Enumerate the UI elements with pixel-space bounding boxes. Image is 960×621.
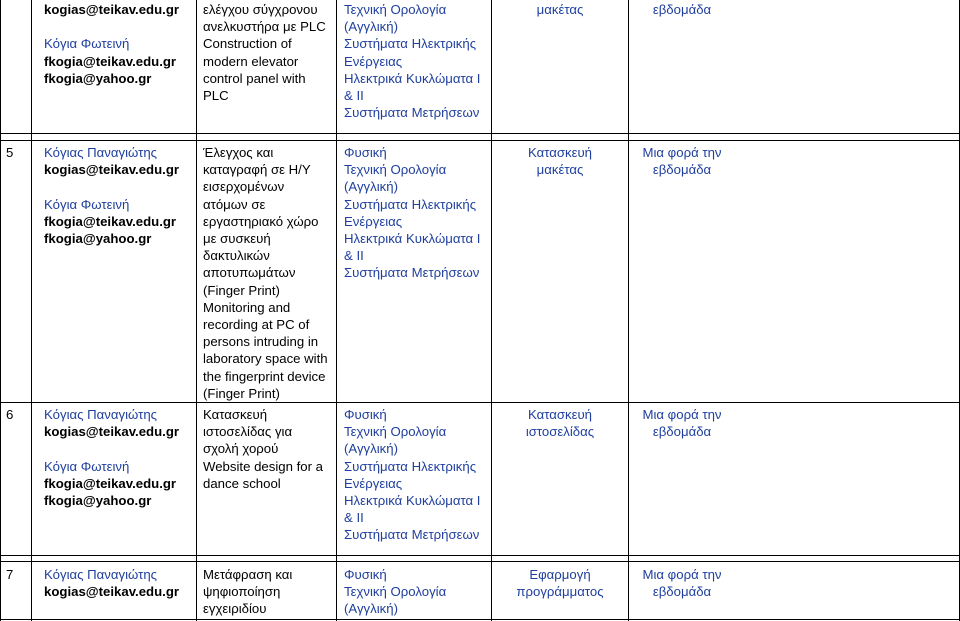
contact-email: kogias@teikav.edu.gr bbox=[44, 2, 180, 17]
project-type-line: Κατασκευή bbox=[527, 407, 593, 422]
project-title-line: persons intruding in bbox=[203, 334, 319, 350]
contact-spacer bbox=[44, 18, 179, 35]
course-line: Συστήματα Ηλεκτρικής bbox=[344, 196, 477, 212]
project-title-line: ψηφιοποίηση bbox=[203, 584, 281, 600]
row-divider bbox=[0, 555, 960, 556]
project-title-line: ατόμων σε bbox=[203, 196, 266, 212]
course-line: Τεχνική Ορολογία bbox=[344, 424, 447, 440]
course-line: Φυσική bbox=[344, 567, 387, 582]
row-number bbox=[6, 406, 13, 423]
contact-email: fkogia@teikav.edu.gr bbox=[44, 213, 177, 229]
project-title-line: δακτυλικών bbox=[203, 248, 270, 264]
contact-name: Κόγια Φωτεινή bbox=[44, 36, 130, 52]
project-title-line: εισερχομένων bbox=[203, 179, 285, 195]
contact-cell bbox=[44, 566, 179, 600]
column-divider bbox=[491, 0, 492, 621]
meetings-line: εβδομάδα bbox=[652, 162, 712, 178]
column-divider bbox=[628, 0, 629, 621]
meetings-cell bbox=[629, 1, 735, 18]
project-type-cell bbox=[492, 566, 628, 600]
contact-cell bbox=[44, 144, 179, 247]
column-divider bbox=[336, 0, 337, 621]
contact-email: kogias@teikav.edu.gr bbox=[44, 162, 180, 178]
project-title-line: καταγραφή σε Η/Υ bbox=[203, 162, 311, 178]
course-line: Συστήματα Μετρήσεων bbox=[344, 265, 480, 281]
course-line: (Αγγλική) bbox=[344, 441, 398, 457]
project-title-line: Κατασκευή bbox=[203, 407, 268, 422]
contact-email: kogias@teikav.edu.gr bbox=[44, 424, 180, 440]
project-title-line: control panel with bbox=[203, 70, 306, 86]
contact-email: fkogia@yahoo.gr bbox=[44, 70, 152, 86]
row-number-text: 7 bbox=[6, 567, 14, 582]
project-title-line: Construction of bbox=[203, 36, 292, 52]
course-line: Συστήματα Μετρήσεων bbox=[344, 105, 480, 121]
meetings-line: Μια φορά την bbox=[642, 407, 722, 422]
courses-cell bbox=[344, 144, 480, 282]
project-title-line: recording at PC of bbox=[203, 317, 310, 333]
project-type-line: ιστοσελίδας bbox=[525, 424, 595, 440]
course-line: & ΙΙ bbox=[344, 510, 364, 526]
meetings-cell bbox=[629, 144, 735, 178]
row-number-text: 5 bbox=[6, 145, 14, 160]
project-title-line: ελέγχου σύγχρονου bbox=[203, 2, 318, 17]
project-title-line: εργαστηριακό χώρο bbox=[203, 213, 319, 229]
project-title-line: Έλεγχος και bbox=[203, 145, 274, 160]
course-line: Ενέργειας bbox=[344, 475, 403, 491]
project-title-line: modern elevator bbox=[203, 53, 299, 69]
project-type-line: Εφαρμογή bbox=[529, 567, 591, 582]
course-line: Ηλεκτρικά Κυκλώματα Ι bbox=[344, 70, 481, 86]
project-type-cell bbox=[492, 1, 628, 18]
project-title-line: dance school bbox=[203, 475, 281, 491]
course-line: Φυσική bbox=[344, 145, 387, 160]
course-line: Φυσική bbox=[344, 407, 387, 422]
project-type-cell bbox=[492, 406, 628, 440]
project-title-line: (Finger Print) bbox=[203, 282, 280, 298]
column-divider bbox=[196, 0, 197, 621]
contact-name: Κόγιας Παναγιώτης bbox=[44, 407, 158, 422]
contact-spacer bbox=[44, 178, 179, 195]
contact-email: fkogia@yahoo.gr bbox=[44, 231, 152, 247]
course-line: Ηλεκτρικά Κυκλώματα Ι bbox=[344, 231, 481, 247]
meetings-line: εβδομάδα bbox=[652, 424, 712, 440]
project-type-line: προγράμματος bbox=[516, 584, 604, 600]
project-title-line: laboratory space with bbox=[203, 351, 328, 367]
contact-name: Κόγιας Παναγιώτης bbox=[44, 145, 158, 160]
course-line: (Αγγλική) bbox=[344, 601, 398, 617]
courses-cell bbox=[344, 566, 446, 618]
meetings-line: εβδομάδα bbox=[652, 2, 712, 17]
courses-cell bbox=[344, 406, 480, 544]
project-title-line: (Finger Print) bbox=[203, 385, 280, 401]
contact-name: Κόγιας Παναγιώτης bbox=[44, 567, 158, 582]
course-line: & ΙΙ bbox=[344, 248, 364, 264]
project-title-line: εγχειριδίου bbox=[203, 601, 267, 617]
course-line: Τεχνική Ορολογία bbox=[344, 162, 447, 178]
project-type-cell bbox=[492, 144, 628, 178]
course-line: Τεχνική Ορολογία bbox=[344, 2, 447, 17]
project-title-line: Monitoring and bbox=[203, 299, 291, 315]
row-number bbox=[6, 144, 13, 161]
project-title-line: Website design for a bbox=[203, 458, 323, 474]
course-line: Συστήματα Ηλεκτρικής bbox=[344, 36, 477, 52]
contact-cell bbox=[44, 1, 179, 87]
contact-spacer bbox=[44, 440, 179, 457]
course-line: Ηλεκτρικά Κυκλώματα Ι bbox=[344, 493, 481, 509]
project-title-cell bbox=[203, 1, 326, 104]
project-title-cell bbox=[203, 144, 328, 402]
project-type-line: Κατασκευή bbox=[527, 145, 593, 160]
contact-email: kogias@teikav.edu.gr bbox=[44, 584, 180, 600]
contact-email: fkogia@yahoo.gr bbox=[44, 493, 152, 509]
course-line: (Αγγλική) bbox=[344, 179, 398, 195]
meetings-line: Μια φορά την bbox=[642, 567, 722, 582]
row-divider bbox=[0, 133, 960, 134]
row-number bbox=[6, 566, 13, 583]
contact-email: fkogia@teikav.edu.gr bbox=[44, 53, 177, 69]
contact-name: Κόγια Φωτεινή bbox=[44, 196, 130, 212]
course-line: Ενέργειας bbox=[344, 53, 403, 69]
project-title-cell bbox=[203, 406, 323, 492]
project-title-line: σχολή χορού bbox=[203, 441, 279, 457]
row-divider bbox=[0, 140, 960, 141]
row-divider bbox=[0, 619, 960, 620]
project-title-line: αποτυπωμάτων bbox=[203, 265, 296, 281]
meetings-line: Μια φορά την bbox=[642, 145, 722, 160]
row-divider bbox=[0, 561, 960, 562]
project-type-line: μακέτας bbox=[536, 162, 584, 178]
courses-cell bbox=[344, 1, 480, 121]
project-title-line: ιστοσελίδας για bbox=[203, 424, 293, 440]
column-divider bbox=[31, 0, 32, 621]
project-title-line: ανελκυστήρα με PLC bbox=[203, 19, 326, 35]
meetings-cell bbox=[629, 566, 735, 600]
project-type-line: μακέτας bbox=[536, 2, 584, 17]
row-number-text: 6 bbox=[6, 407, 14, 422]
course-line: Τεχνική Ορολογία bbox=[344, 584, 447, 600]
project-title-line: Μετάφραση και bbox=[203, 567, 293, 582]
contact-cell bbox=[44, 406, 179, 509]
meetings-line: εβδομάδα bbox=[652, 584, 712, 600]
contact-name: Κόγια Φωτεινή bbox=[44, 458, 130, 474]
course-line: Ενέργειας bbox=[344, 213, 403, 229]
project-title-line: the fingerprint device bbox=[203, 368, 326, 384]
project-title-line: PLC bbox=[203, 88, 229, 104]
project-title-cell bbox=[203, 566, 292, 618]
column-divider bbox=[0, 0, 1, 621]
row-divider bbox=[0, 402, 960, 403]
course-line: & ΙΙ bbox=[344, 88, 364, 104]
course-line: Συστήματα Ηλεκτρικής bbox=[344, 458, 477, 474]
meetings-cell bbox=[629, 406, 735, 440]
course-line: Συστήματα Μετρήσεων bbox=[344, 527, 480, 543]
course-line: (Αγγλική) bbox=[344, 19, 398, 35]
project-title-line: με συσκευή bbox=[203, 231, 271, 247]
contact-email: fkogia@teikav.edu.gr bbox=[44, 475, 177, 491]
